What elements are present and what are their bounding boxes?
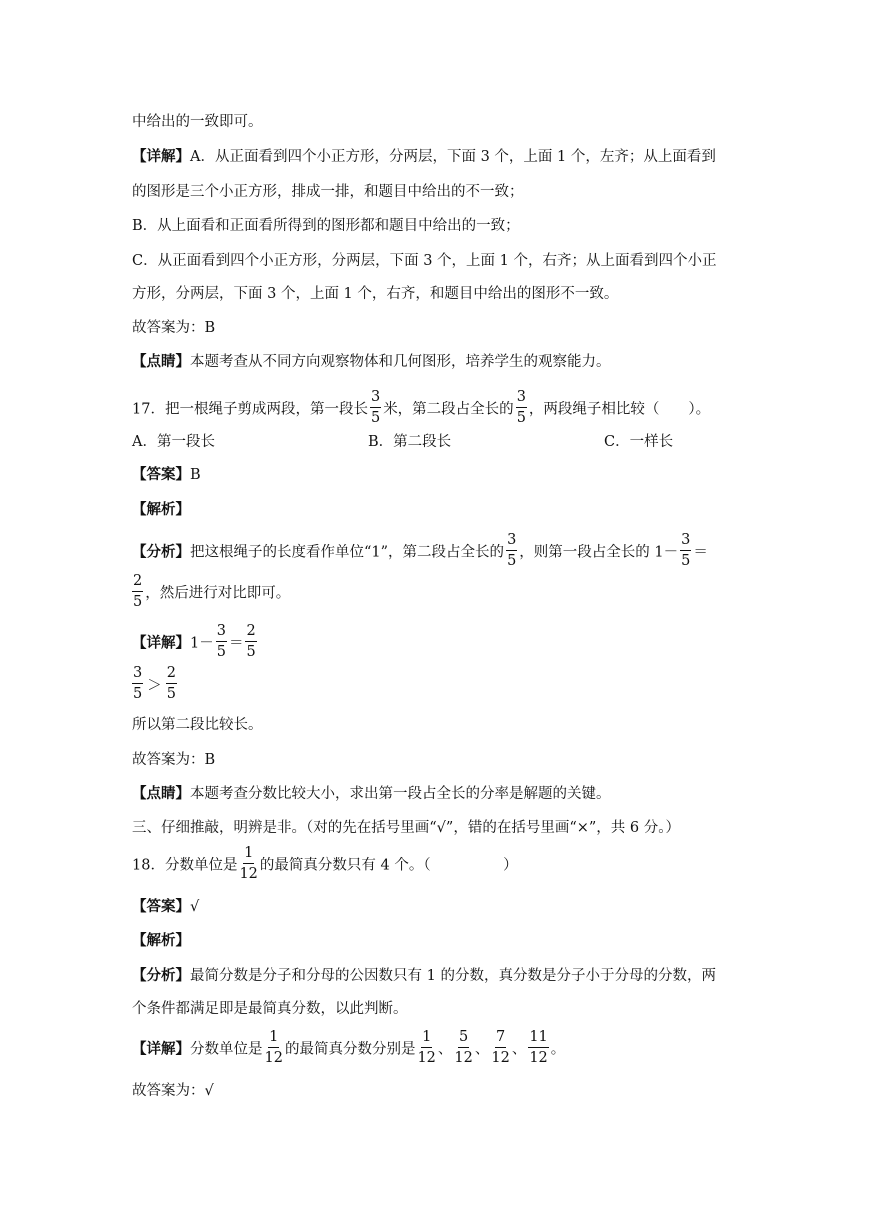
denominator: 5 — [133, 593, 143, 610]
numerator: 3 — [216, 624, 227, 642]
numerator: 1 — [243, 846, 254, 864]
separator: 、 — [474, 1041, 490, 1058]
question-18-stem — [132, 845, 518, 882]
paragraph-text: ，则第一段占全长的 1－ — [519, 544, 679, 561]
numerator: 2 — [166, 666, 177, 684]
denominator: 5 — [516, 409, 526, 426]
paragraph-text: A．从正面看到四个小正方形，分两层，下面 3 个，上面 1 个，左齐；从上面看到 — [190, 149, 716, 165]
fraction — [370, 390, 381, 425]
fraction — [417, 1030, 435, 1065]
fraction — [454, 1030, 472, 1065]
analysis-heading — [132, 500, 190, 520]
analysis-line-2 — [132, 573, 291, 610]
remark-tag: 【点睛】 — [132, 353, 190, 370]
denominator: 5 — [370, 409, 381, 426]
fraction — [528, 1030, 548, 1065]
greater-than-sign: ＞ — [147, 677, 162, 694]
numerator: 3 — [370, 390, 381, 408]
section-heading — [132, 818, 680, 838]
paragraph-text: 最简分数是分子和分母的公因数只有 1 的分数，真分数是分子小于分母的分数，两 — [190, 968, 716, 984]
denominator: 12 — [417, 1049, 436, 1066]
paragraph-text: 分数单位是 — [190, 1041, 263, 1058]
period: 。 — [550, 1041, 566, 1058]
answer-line — [132, 465, 201, 485]
analysis-line-1 — [132, 532, 708, 569]
fenxi-tag: 【分析】 — [132, 543, 190, 561]
detail-fractions — [132, 1029, 566, 1066]
answer-line: 故答案为：B — [132, 320, 216, 336]
text-line — [132, 284, 618, 304]
numerator: 2 — [245, 624, 256, 642]
text-line — [132, 182, 524, 202]
fraction — [216, 624, 227, 659]
text-line — [132, 999, 408, 1019]
paragraph-text: 把这根绳子的长度看作单位“1”，第二段占全长的 — [190, 544, 505, 561]
numerator: 3 — [506, 533, 517, 551]
stem-text: 的最简真分数只有 4 个。（ ） — [259, 857, 518, 874]
denominator: 12 — [491, 1049, 510, 1066]
paragraph-text: ，然后进行对比即可。 — [145, 585, 291, 602]
text-line — [132, 216, 520, 236]
text-line — [132, 784, 611, 804]
text-line — [132, 1081, 214, 1101]
denominator: 5 — [246, 643, 256, 660]
answer-line: 故答案为：B — [132, 752, 216, 768]
answer-tag: 【答案】 — [132, 466, 190, 483]
separator: 、 — [437, 1041, 453, 1058]
numerator: 3 — [516, 390, 527, 408]
paragraph-text: 本题考查从不同方向观察物体和几何图形，培养学生的观察能力。 — [190, 354, 611, 370]
paragraph-text: 中给出的一致即可。 — [132, 114, 263, 130]
fraction — [680, 533, 691, 568]
separator: 、 — [511, 1041, 527, 1058]
option-c: C．一样长 — [604, 434, 674, 450]
option-b: B．第二段长 — [368, 434, 452, 450]
fenxi-tag: 【分析】 — [132, 967, 190, 984]
numerator: 3 — [132, 666, 143, 684]
numerator: 7 — [495, 1030, 506, 1048]
denominator: 5 — [216, 643, 226, 660]
denominator: 12 — [454, 1049, 473, 1066]
equals-sign: ＝ — [228, 635, 244, 652]
answer-line: 故答案为：√ — [132, 1083, 214, 1099]
math-text: 1－ — [190, 635, 214, 652]
text-line — [132, 112, 263, 132]
paragraph-text: 的最简真分数分别是 — [284, 1041, 416, 1058]
section-title: 三、仔细推敲，明辨是非。（对的先在括号里画“√”，错的在括号里画“×”，共 6 分。） — [132, 820, 680, 836]
text-line — [132, 318, 215, 338]
question-17-stem — [132, 389, 711, 426]
numerator: 2 — [132, 574, 143, 592]
fraction — [132, 574, 143, 609]
stem-text: 18．分数单位是 — [132, 857, 238, 874]
text-line — [132, 750, 215, 770]
text-line — [132, 966, 716, 986]
detail-tag: 【详解】 — [132, 148, 190, 165]
option-a: A．第一段长 — [132, 434, 215, 450]
text-line — [132, 352, 611, 372]
numerator: 3 — [680, 533, 691, 551]
stem-text: 17．把一根绳子剪成两段，第一段长 — [132, 401, 368, 418]
denominator: 12 — [239, 865, 258, 882]
paragraph-text: B．从上面看和正面看所得到的图形都和题目中给出的一致； — [132, 218, 520, 234]
denominator: 5 — [133, 685, 143, 702]
analysis-tag: 【解析】 — [132, 501, 190, 518]
detail-tag: 【详解】 — [132, 634, 190, 652]
paragraph-text: 所以第二段比较长。 — [132, 717, 263, 733]
numerator: 11 — [528, 1030, 548, 1048]
denominator: 12 — [529, 1049, 548, 1066]
text-line — [132, 147, 716, 167]
paragraph-text: C．从正面看到四个小正方形，分两层，下面 3 个，上面 1 个，右齐；从上面看到四个小正 — [132, 253, 717, 269]
answer-value: B — [190, 467, 201, 483]
paragraph-text: 方形，分两层，下面 3 个，上面 1 个，右齐，和题目中给出的图形不一致。 — [132, 286, 619, 302]
denominator: 5 — [166, 685, 176, 702]
denominator: 5 — [681, 552, 691, 569]
stem-text: 米，第二段占全长的 — [383, 401, 514, 418]
analysis-tag: 【解析】 — [132, 932, 190, 949]
fraction — [491, 1030, 509, 1065]
fraction — [265, 1030, 283, 1065]
text-line — [132, 715, 263, 735]
detail-equation — [132, 623, 259, 660]
numerator: 5 — [458, 1030, 469, 1048]
answer-line — [132, 897, 199, 917]
text-line — [132, 251, 716, 271]
analysis-heading — [132, 931, 190, 951]
numerator: 1 — [421, 1030, 432, 1048]
equals-sign: ＝ — [693, 544, 708, 561]
answer-tag: 【答案】 — [132, 898, 190, 915]
paragraph-text: 的图形是三个小正方形，排成一排，和题目中给出的不一致； — [132, 184, 524, 200]
answer-value: √ — [190, 899, 200, 915]
fraction — [506, 533, 517, 568]
numerator: 1 — [268, 1030, 279, 1048]
stem-text: ，两段绳子相比较（ ）。 — [528, 401, 711, 418]
paragraph-text: 本题考查分数比较大小，求出第一段占全长的分率是解题的关键。 — [190, 786, 611, 802]
remark-tag: 【点睛】 — [132, 785, 190, 802]
fraction — [166, 666, 177, 701]
fraction — [132, 666, 143, 701]
detail-tag: 【详解】 — [132, 1040, 190, 1058]
fraction — [245, 624, 256, 659]
denominator: 5 — [507, 552, 517, 569]
fraction — [239, 846, 257, 881]
comparison — [132, 665, 179, 702]
fraction — [516, 390, 527, 425]
paragraph-text: 个条件都满足即是最简真分数，以此判断。 — [132, 1001, 408, 1017]
denominator: 12 — [264, 1049, 283, 1066]
